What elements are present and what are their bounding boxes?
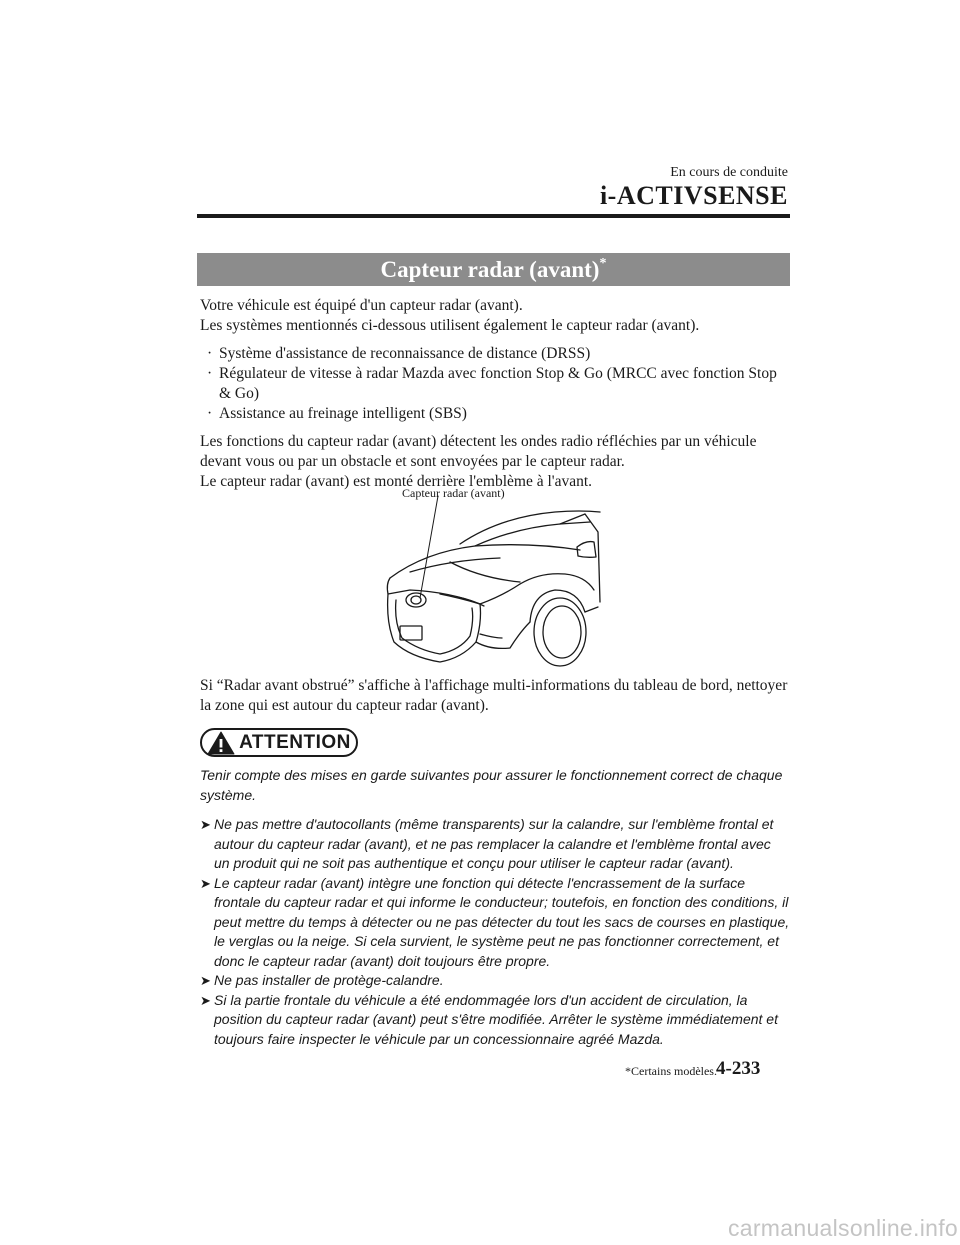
- list-item: ➤ Ne pas installer de protège-calandre.: [200, 971, 790, 991]
- systems-list: [200, 344, 792, 424]
- watermark: carmanualsonline.info: [727, 1215, 958, 1241]
- chapter-title: i-ACTIVSENSE: [599, 181, 788, 210]
- list-item: · Système d'assistance de reconnaissance de distance (DRSS): [207, 345, 591, 362]
- list-item: ➤ Le capteur radar (avant) intègre une fonction qui détecte l'encrassement de la surface frontale du capteur radar et qui informe le conducteur; toutefois, en fonction des conditions, il peut mettre du temps à détecter ou ne pas détecter du tout les sacs de courses en plastique, le verglas ou la neige. Si cela survient, le système peut ne pas fonctionner correctement, et donc le capteur radar (avant) doit toujours être propre.: [200, 874, 790, 969]
- bullet-dot-icon: ·: [207, 405, 213, 422]
- chapter-subtitle: En cours de conduite: [670, 165, 788, 180]
- page-number: 4-233: [716, 1058, 761, 1079]
- list-item: ➤ Ne pas mettre d'autocollants (même transparents) sur la calandre, sur l'emblème frontal et autour du capteur radar (avant), et ne pas remplacer la calandre et l'emblème frontal avec un produit qui ne soit pas authentique et conçu pour utiliser le capteur radar (avant).: [200, 816, 774, 871]
- bullet-dot-icon: ·: [207, 345, 213, 362]
- arrow-right-icon: ➤: [200, 992, 211, 1008]
- intro-line: Les systèmes mentionnés ci-dessous utilisent également le capteur radar (avant).: [200, 317, 700, 334]
- header-rule: [197, 214, 790, 218]
- arrow-right-icon: ➤: [200, 817, 211, 832]
- list-item: · Régulateur de vitesse à radar Mazda avec fonction Stop & Go (MRCC avec fonction Stop & Go): [207, 365, 777, 402]
- section-title-text: Capteur radar (avant): [380, 257, 600, 282]
- footnote: *Certains modèles.: [625, 1064, 717, 1078]
- attention-intro: Tenir compte des mises en garde suivantes pour assurer le fonctionnement correct de chaque système.: [200, 767, 783, 803]
- section-title-marker: *: [599, 256, 607, 271]
- body-paragraph: Les fonctions du capteur radar (avant) détectent les ondes radio réfléchies par un véhicule devant vous ou par un obstacle et sont envoyées par le capteur radar.: [200, 433, 757, 470]
- attention-badge: [200, 728, 358, 757]
- warning-triangle-icon: [207, 731, 235, 755]
- attention-label: ATTENTION: [239, 731, 351, 753]
- obstruction-paragraph: Si “Radar avant obstrué” s'affiche à l'affichage multi-informations du tableau de bord, nettoyer la zone qui est autour du capteur radar (avant).: [200, 677, 788, 714]
- car-front-illustration: [380, 482, 610, 668]
- attention-content: [200, 766, 790, 1049]
- list-item: · Assistance au freinage intelligent (SBS): [207, 405, 467, 422]
- section-title: [197, 253, 790, 286]
- intro-line: Votre véhicule est équipé d'un capteur radar (avant).: [200, 297, 523, 314]
- bullet-dot-icon: ·: [207, 365, 213, 382]
- body-paragraph: Le capteur radar (avant) est monté derrière l'emblème à l'avant.: [200, 473, 593, 490]
- intro-content: [200, 296, 792, 492]
- attention-list: [200, 815, 790, 1049]
- list-item: ➤ Si la partie frontale du véhicule a été endommagée lors d'un accident de circulation, la position du capteur radar (avant) peut s'être modifiée. Arrêter le système immédiatement et toujours faire inspecter le véhicule par un concessionnaire agréé Mazda.: [200, 991, 778, 1047]
- arrow-right-icon: ➤: [200, 973, 211, 988]
- figure-label: Capteur radar (avant): [402, 486, 505, 500]
- arrow-right-icon: ➤: [200, 875, 211, 891]
